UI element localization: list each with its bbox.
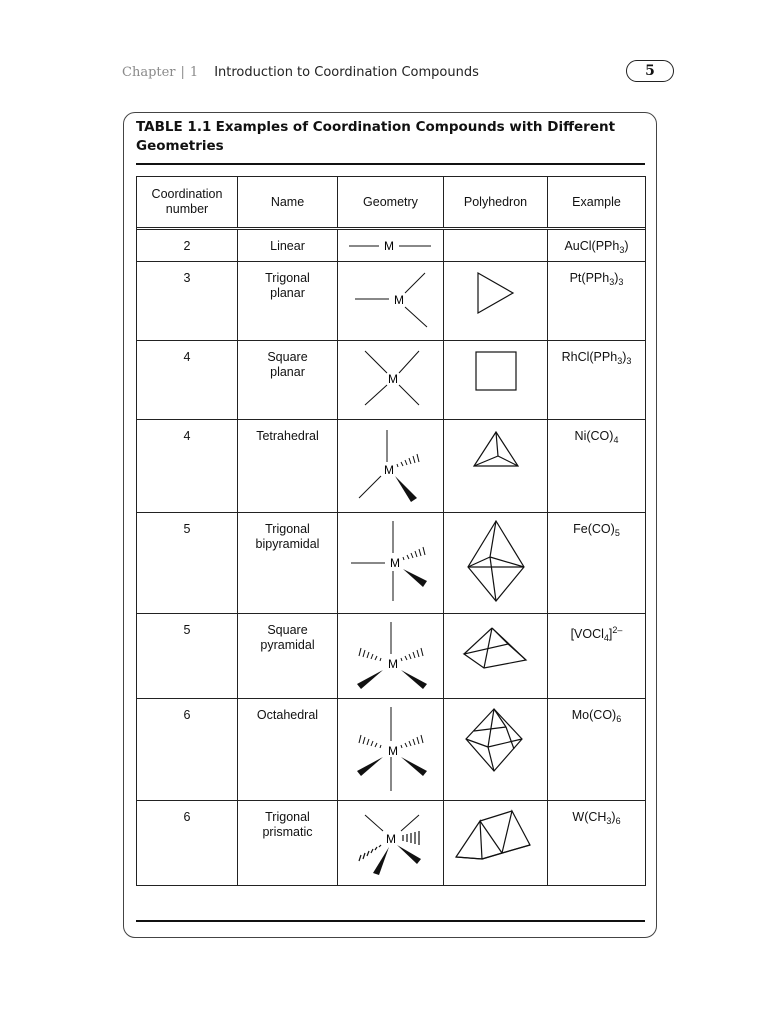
geometry-name: Trigonal prismatic	[262, 810, 313, 839]
example-cell	[548, 230, 646, 262]
chapter-title: Introduction to Coordination Compounds	[214, 64, 479, 80]
square-planar-geometry-diagram	[339, 341, 443, 417]
example-formula: $Pt(PPh_3)_3$	[569, 271, 624, 287]
table-row	[137, 420, 646, 513]
table-row	[137, 262, 646, 341]
column-header-coordination-number: Coordination number	[137, 177, 238, 228]
geometry-name: Linear	[270, 239, 305, 253]
trigonal-bipyramid-polyhedron	[444, 513, 548, 611]
table-row	[137, 341, 646, 420]
metal-center-label: M	[387, 744, 398, 758]
tetrahedron-polyhedron	[444, 420, 548, 510]
coordination-number: 5	[183, 522, 191, 536]
geometry-name: Trigonal planar	[265, 271, 310, 300]
chapter-separator: |	[180, 64, 185, 80]
octahedron-polyhedron	[444, 699, 548, 797]
coordination-number: 4	[183, 429, 191, 443]
coordination-number: 6	[183, 708, 191, 722]
table-row	[137, 614, 646, 699]
table-row	[137, 513, 646, 614]
metal-center-label: M	[389, 556, 400, 570]
example-formula: $Ni(CO)_4$	[574, 429, 619, 445]
geometry-table	[136, 176, 646, 886]
polyhedron-cell	[444, 230, 548, 262]
square-pyramid-polyhedron	[444, 614, 548, 696]
metal-center-label: M	[387, 657, 398, 671]
page-number: 5	[626, 60, 674, 82]
bottom-rule	[136, 920, 645, 922]
chapter-label: Chapter	[122, 64, 176, 80]
coordination-number: 2	[183, 239, 191, 253]
running-head	[122, 62, 479, 82]
example-formula: $RhCl(PPh_3)_3$	[561, 350, 632, 366]
metal-center-label: M	[393, 293, 404, 307]
trigonal-prism-polyhedron	[444, 801, 548, 883]
example-formula: $Mo(CO)_6$	[571, 708, 622, 724]
coordination-number: 5	[183, 623, 191, 637]
example-formula: $Fe(CO)_5$	[573, 522, 620, 538]
column-header-name: Name	[238, 177, 338, 228]
metal-center-label: M	[383, 463, 394, 477]
tetrahedral-geometry-diagram	[339, 420, 443, 510]
table-caption	[136, 118, 636, 156]
trigonal-bipyramidal-geometry-diagram	[339, 513, 443, 611]
geometry-cell	[338, 230, 444, 262]
triangle-polyhedron	[444, 262, 548, 338]
example-formula: [VOCl$_4$]$^{2-}$	[570, 625, 623, 643]
metal-center-label: M	[383, 239, 394, 253]
table-caption-label: TABLE 1.1	[136, 119, 212, 135]
metal-center-label: M	[387, 372, 398, 386]
coordination-number: 4	[183, 350, 191, 364]
coordination-number: 6	[183, 810, 191, 824]
geometry-name: Tetrahedral	[256, 429, 319, 443]
geometry-name: Octahedral	[256, 708, 319, 722]
metal-center-label: M	[385, 832, 396, 846]
table-row	[137, 801, 646, 886]
example-formula: $W(CH_3)_6$	[572, 810, 621, 826]
geometry-name: Square pyramidal	[260, 623, 315, 652]
square-pyramidal-geometry-diagram	[339, 614, 443, 696]
square-polyhedron	[444, 341, 548, 417]
column-header-geometry: Geometry	[338, 177, 444, 228]
linear-geometry-diagram	[339, 230, 443, 260]
trigonal-prismatic-geometry-diagram	[339, 801, 443, 883]
table-row	[137, 699, 646, 801]
table-header-row	[137, 177, 646, 228]
column-header-example: Example	[548, 177, 646, 228]
example-formula: AuCl(PPh$_3$)	[564, 239, 629, 255]
coordination-number: 3	[183, 271, 191, 285]
geometry-name: Square planar	[267, 350, 308, 379]
table-caption-text: Examples of Coordination Compounds with Different Geometries	[136, 119, 616, 154]
geometry-name-cell	[238, 230, 338, 262]
caption-rule	[136, 163, 645, 165]
octahedral-geometry-diagram	[339, 699, 443, 797]
geometry-name: Trigonal bipyramidal	[255, 522, 320, 551]
table-row	[137, 230, 646, 262]
trigonal-planar-geometry-diagram	[339, 262, 443, 338]
coordination-number-cell	[137, 230, 238, 262]
chapter-number: 1	[189, 64, 199, 80]
column-header-polyhedron: Polyhedron	[444, 177, 548, 228]
